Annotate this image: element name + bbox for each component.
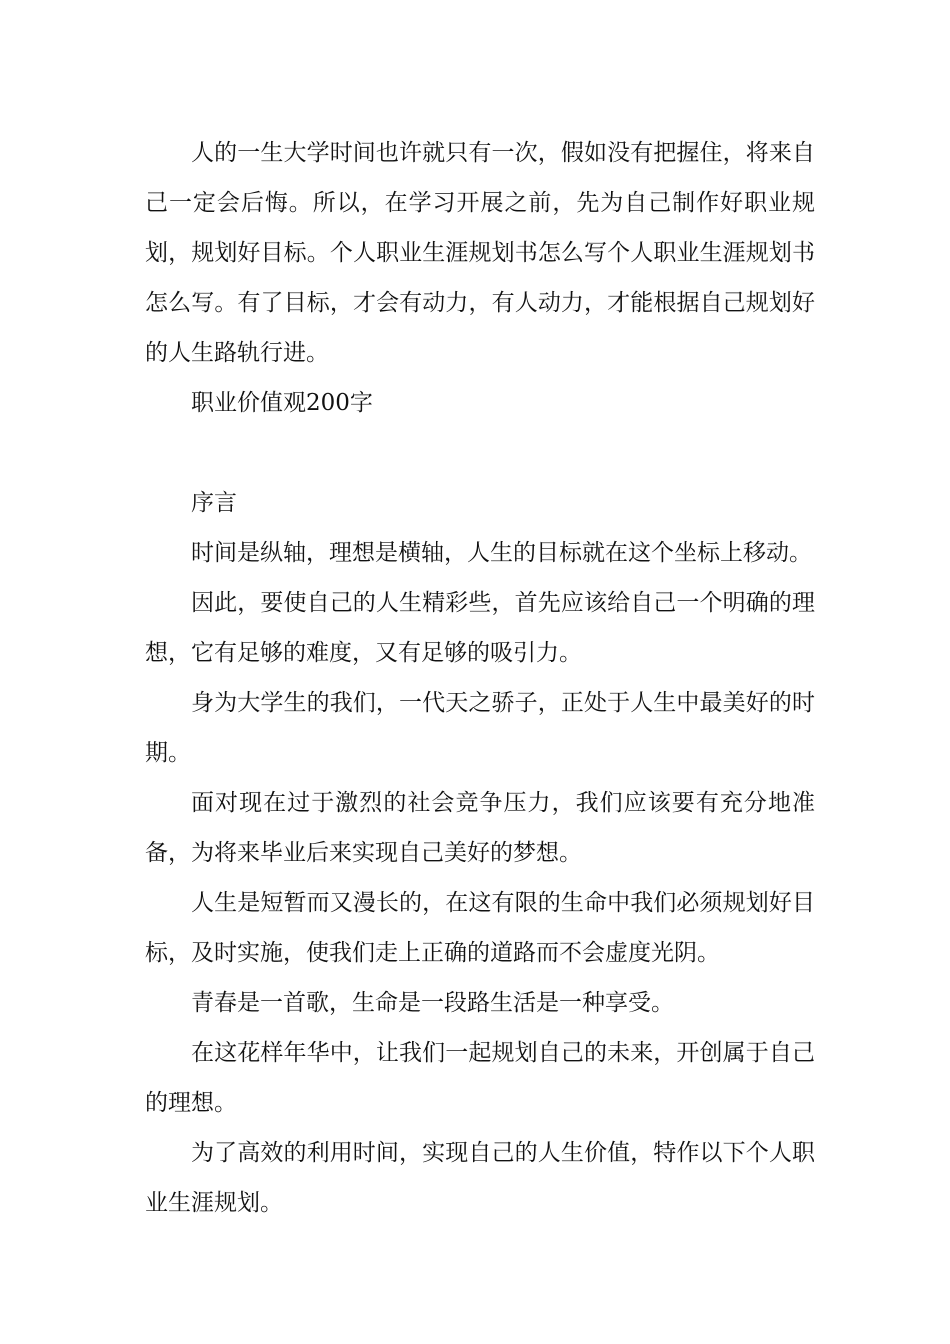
document-body xyxy=(145,128,815,1228)
blank-line xyxy=(145,428,815,478)
paragraph-preface-title: 序言 xyxy=(191,490,237,516)
paragraph: 因此，要使自己的人生精彩些，首先应该给自己一个明确的理想，它有足够的难度，又有足够的吸引力。 xyxy=(145,590,815,666)
paragraph: 在这花样年华中，让我们一起规划自己的未来，开创属于自己的理想。 xyxy=(145,1040,815,1116)
paragraph: 身为大学生的我们，一代天之骄子，正处于人生中最美好的时期。 xyxy=(145,690,815,766)
paragraph: 面对现在过于激烈的社会竞争压力，我们应该要有充分地准备，为将来毕业后来实现自己美好的梦想。 xyxy=(145,790,815,866)
paragraph: 时间是纵轴，理想是横轴，人生的目标就在这个坐标上移动。 xyxy=(191,540,812,566)
paragraph: 人生是短暂而又漫长的，在这有限的生命中我们必须规划好目标，及时实施，使我们走上正确的道路而不会虚度光阴。 xyxy=(145,890,815,966)
paragraph: 青春是一首歌，生命是一段路生活是一种享受。 xyxy=(191,990,674,1016)
paragraph-intro: 人的一生大学时间也许就只有一次，假如没有把握住，将来自己一定会后悔。所以，在学习开展之前，先为自己制作好职业规划，规划好目标。个人职业生涯规划书怎么写个人职业生涯规划书怎么写。有了目标，才会有动力，有人动力，才能根据自己规划好的人生路轨行进。 xyxy=(145,140,815,366)
paragraph-heading-values: 职业价值观200字 xyxy=(191,390,373,416)
paragraph: 为了高效的利用时间，实现自己的人生价值，特作以下个人职业生涯规划。 xyxy=(145,1140,815,1216)
